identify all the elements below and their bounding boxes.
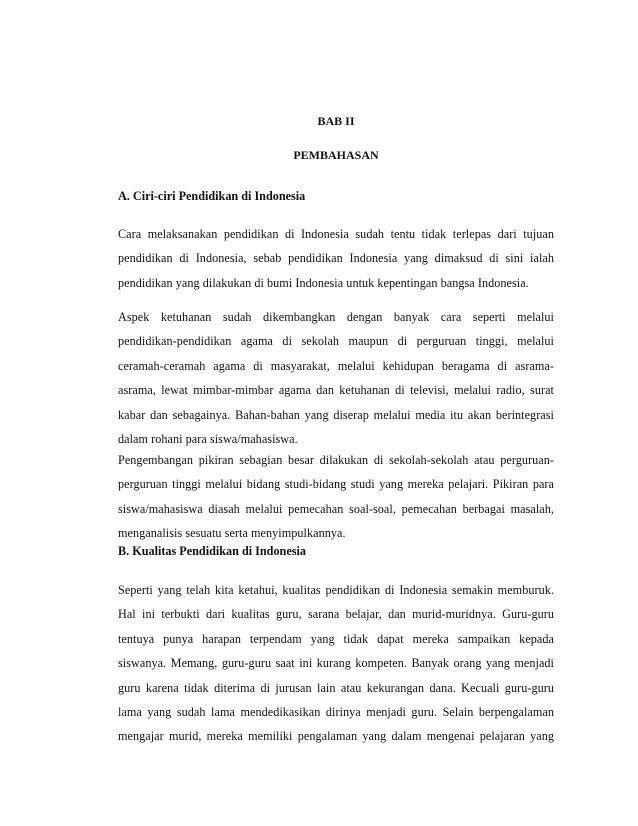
- text-line: Pengembangan pikiran sebagian besar dilakukan di sekolah-sekolah atau perguruan-: [118, 453, 554, 467]
- text-line: tentuya punya harapan terpendam yang tidak dapat mereka sampaikan kepada: [118, 631, 554, 646]
- text-line: Cara melaksanakan pendidikan di Indonesia sudah tentu tidak terlepas dari tujuan: [118, 227, 554, 241]
- text-line: pendidikan di Indonesia, sebab pendidikan Indonesia yang dimaksud di sini ialah: [118, 251, 554, 266]
- text-line: guru karena tidak diterima di jurusan lain atau kekurangan dana. Kecuali guru-guru: [118, 680, 554, 695]
- text-line: menganalisis sesuatu serta menyimpulkannya.: [118, 526, 346, 541]
- section-heading-b: B. Kualitas Pendidikan di Indonesia: [118, 544, 306, 558]
- chapter-number: BAB II: [317, 114, 355, 128]
- text-line: siswanya. Memang, guru-guru saat ini kurang kompeten. Banyak orang yang menjadi: [118, 656, 554, 671]
- paragraph-a3: [118, 448, 554, 546]
- chapter-title: PEMBAHASAN: [293, 148, 379, 162]
- paragraph-a1: [118, 222, 554, 295]
- text-line: Seperti yang telah kita ketahui, kualitas pendidikan di Indonesia semakin memburuk.: [118, 583, 554, 597]
- text-line: pendidikan yang dilakukan di bumi Indonesia untuk kepentingan bangsa Indonesia.: [118, 275, 529, 290]
- text-line: Hal ini terbukti dari kualitas guru, sarana belajar, dan murid-muridnya. Guru-guru: [118, 607, 554, 622]
- text-line: kabar dan sebagainya. Bahan-bahan yang diserap melalui media itu akan berintegrasi: [118, 407, 554, 422]
- text-line: asrama, lewat mimbar-mimbar agama dan ketuhanan di televisi, melalui radio, surat: [118, 383, 554, 398]
- text-line: pendidikan-pendidikan agama di sekolah maupun di perguruan tinggi, melalui: [118, 334, 554, 349]
- text-line: siswa/mahasiswa diasah melalui pemecahan soal-soal, pemecahan berbagai masalah,: [118, 501, 554, 516]
- section-heading-a: A. Ciri-ciri Pendidikan di Indonesia: [118, 189, 306, 203]
- paragraph-b1: [118, 578, 554, 749]
- text-line: lama yang sudah lama mendedikasikan dirinya menjadi guru. Selain berpengalaman: [118, 704, 554, 719]
- text-line: Aspek ketuhanan sudah dikembangkan dengan banyak cara seperti melalui: [118, 310, 554, 324]
- text-line: mengajar murid, mereka memiliki pengalaman yang dalam mengenai pelajaran yang: [118, 729, 554, 744]
- text-line: ceramah-ceramah agama di masyarakat, melalui kehidupan beragama di asrama-: [118, 358, 554, 373]
- paragraph-a2: [118, 305, 554, 451]
- text-line: perguruan tinggi melalui bidang studi-bidang studi yang mereka pelajari. Pikiran para: [118, 477, 554, 492]
- text-line: dalam rohani para siswa/mahasiswa.: [118, 431, 298, 446]
